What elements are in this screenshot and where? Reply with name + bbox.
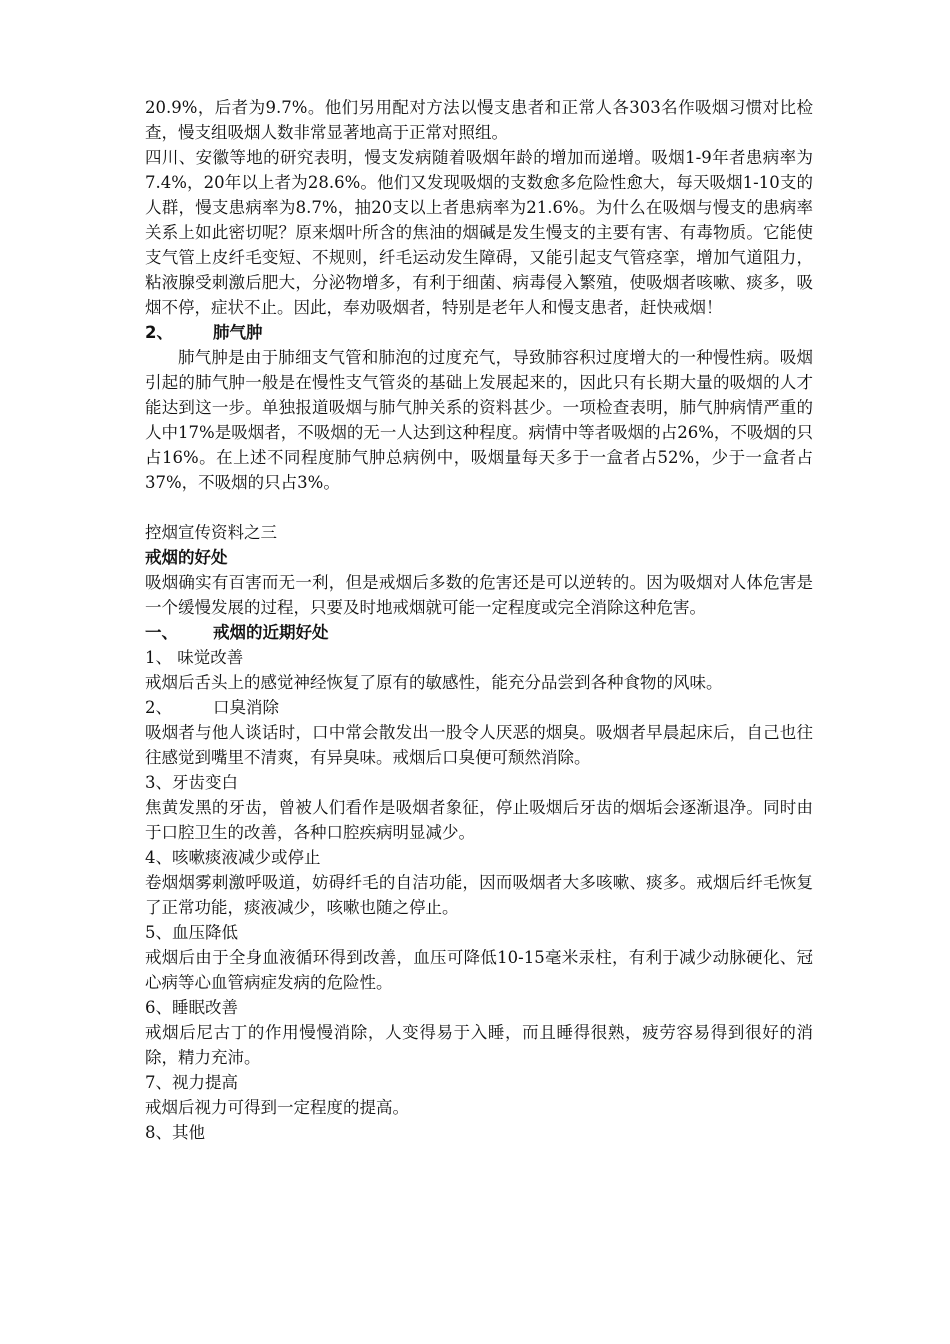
benefits-heading: 戒烟的好处 (145, 548, 228, 567)
paragraph-chronic-bronchitis-research: 四川、安徽等地的研究表明，慢支发病随着吸烟年龄的增加而递增。吸烟1-9年者患病率为7.4%，20年以上者为28.6%。他们又发现吸烟的支数愈多危险性愈大，每天吸烟1-10支的人群，慢支患病率为8.7%，抽20支以上者患病率为21.6%。为什么在吸烟与慢支的患病率关系上如此密切呢？原来烟叶所含的焦油的烟碱是发生慢支的主要有害、有毒物质。它能使支气管上皮纤毛变短、不规则，纤毛运动发生障碍，又能引起支气管痉挛，增加气道阻力，粘液腺受刺激后肥大，分泌物增多，有利于细菌、病毒侵入繁殖，使吸烟者咳嗽、痰多，吸烟不停，症状不止。因此，奉劝吸烟者，特别是老年人和慢支患者，赶快戒烟！ (145, 148, 813, 317)
item-body-taste: 戒烟后舌头上的感觉神经恢复了原有的敏感性，能充分品尝到各种食物的风味。 (145, 673, 723, 692)
paragraph-chronic-bronchitis-stats: 20.9%，后者为9.7%。他们另用配对方法以慢支患者和正常人各303名作吸烟习惯对比检查，慢支组吸烟人数非常显著地高于正常对照组。 (145, 98, 813, 142)
heading-number: 一、 (145, 623, 178, 642)
item-title-teeth: 3、牙齿变白 (145, 773, 238, 792)
paragraph-emphysema: 肺气肿是由于肺细支气管和肺泡的过度充气，导致肺容积过度增大的一种慢性病。吸烟引起的肺气肿一般是在慢性支气管炎的基础上发展起来的，因此只有长期大量的吸烟的人才能达到这一步。单独报道吸烟与肺气肿关系的资料甚少。一项检查表明，肺气肿病情严重的人中17%是吸烟者，不吸烟的无一人达到这种程度。病情中等者吸烟的占26%，不吸烟的只占16%。在上述不同程度肺气肿总病例中，吸烟量每天多于一盒者占52%，少于一盒者占37%，不吸烟的只占3%。 (145, 348, 813, 492)
item-number: 2、 (145, 698, 172, 717)
item-body-teeth: 焦黄发黑的牙齿，曾被人们看作是吸烟者象征，停止吸烟后牙齿的烟垢会逐渐退净。同时由于口腔卫生的改善，各种口腔疾病明显减少。 (145, 798, 813, 842)
document-page (145, 95, 813, 1145)
item-title-other: 8、其他 (145, 1123, 205, 1142)
item-body-cough: 卷烟烟雾刺激呼吸道，妨碍纤毛的自洁功能，因而吸烟者大多咳嗽、痰多。戒烟后纤毛恢复了正常功能，痰液减少，咳嗽也随之停止。 (145, 873, 813, 917)
section-title: 肺气肿 (213, 323, 263, 342)
item-title-vision: 7、视力提高 (145, 1073, 238, 1092)
item-body-sleep: 戒烟后尼古丁的作用慢慢消除，人变得易于入睡，而且睡得很熟，疲劳容易得到很好的消除，精力充沛。 (145, 1023, 813, 1067)
item-title-breath (145, 695, 813, 720)
benefits-intro: 吸烟确实有百害而无一利，但是戒烟后多数的危害还是可以逆转的。因为吸烟对人体危害是一个缓慢发展的过程，只要及时地戒烟就可能一定程度或完全消除这种危害。 (145, 573, 813, 617)
section-number: 2、 (145, 323, 173, 342)
item-title-cough: 4、咳嗽痰液减少或停止 (145, 848, 321, 867)
section-heading-emphysema (145, 320, 813, 345)
item-body-blood-pressure: 戒烟后由于全身血液循环得到改善，血压可降低10-15毫米汞柱，有利于减少动脉硬化、冠心病等心血管病症发病的危险性。 (145, 948, 813, 992)
item-title-sleep: 6、睡眠改善 (145, 998, 238, 1017)
heading-title: 戒烟的近期好处 (213, 623, 329, 642)
item-title-blood-pressure: 5、血压降低 (145, 923, 238, 942)
item-title-taste: 1、 味觉改善 (145, 648, 244, 667)
item-body-vision: 戒烟后视力可得到一定程度的提高。 (145, 1098, 409, 1117)
item-title: 口臭消除 (213, 698, 279, 717)
part-title: 控烟宣传资料之三 (145, 523, 277, 542)
blank-line (145, 495, 813, 520)
item-body-breath: 吸烟者与他人谈话时，口中常会散发出一股令人厌恶的烟臭。吸烟者早晨起床后，自己也往往感觉到嘴里不清爽，有异臭味。戒烟后口臭便可颓然消除。 (145, 723, 813, 767)
short-term-heading (145, 620, 813, 645)
